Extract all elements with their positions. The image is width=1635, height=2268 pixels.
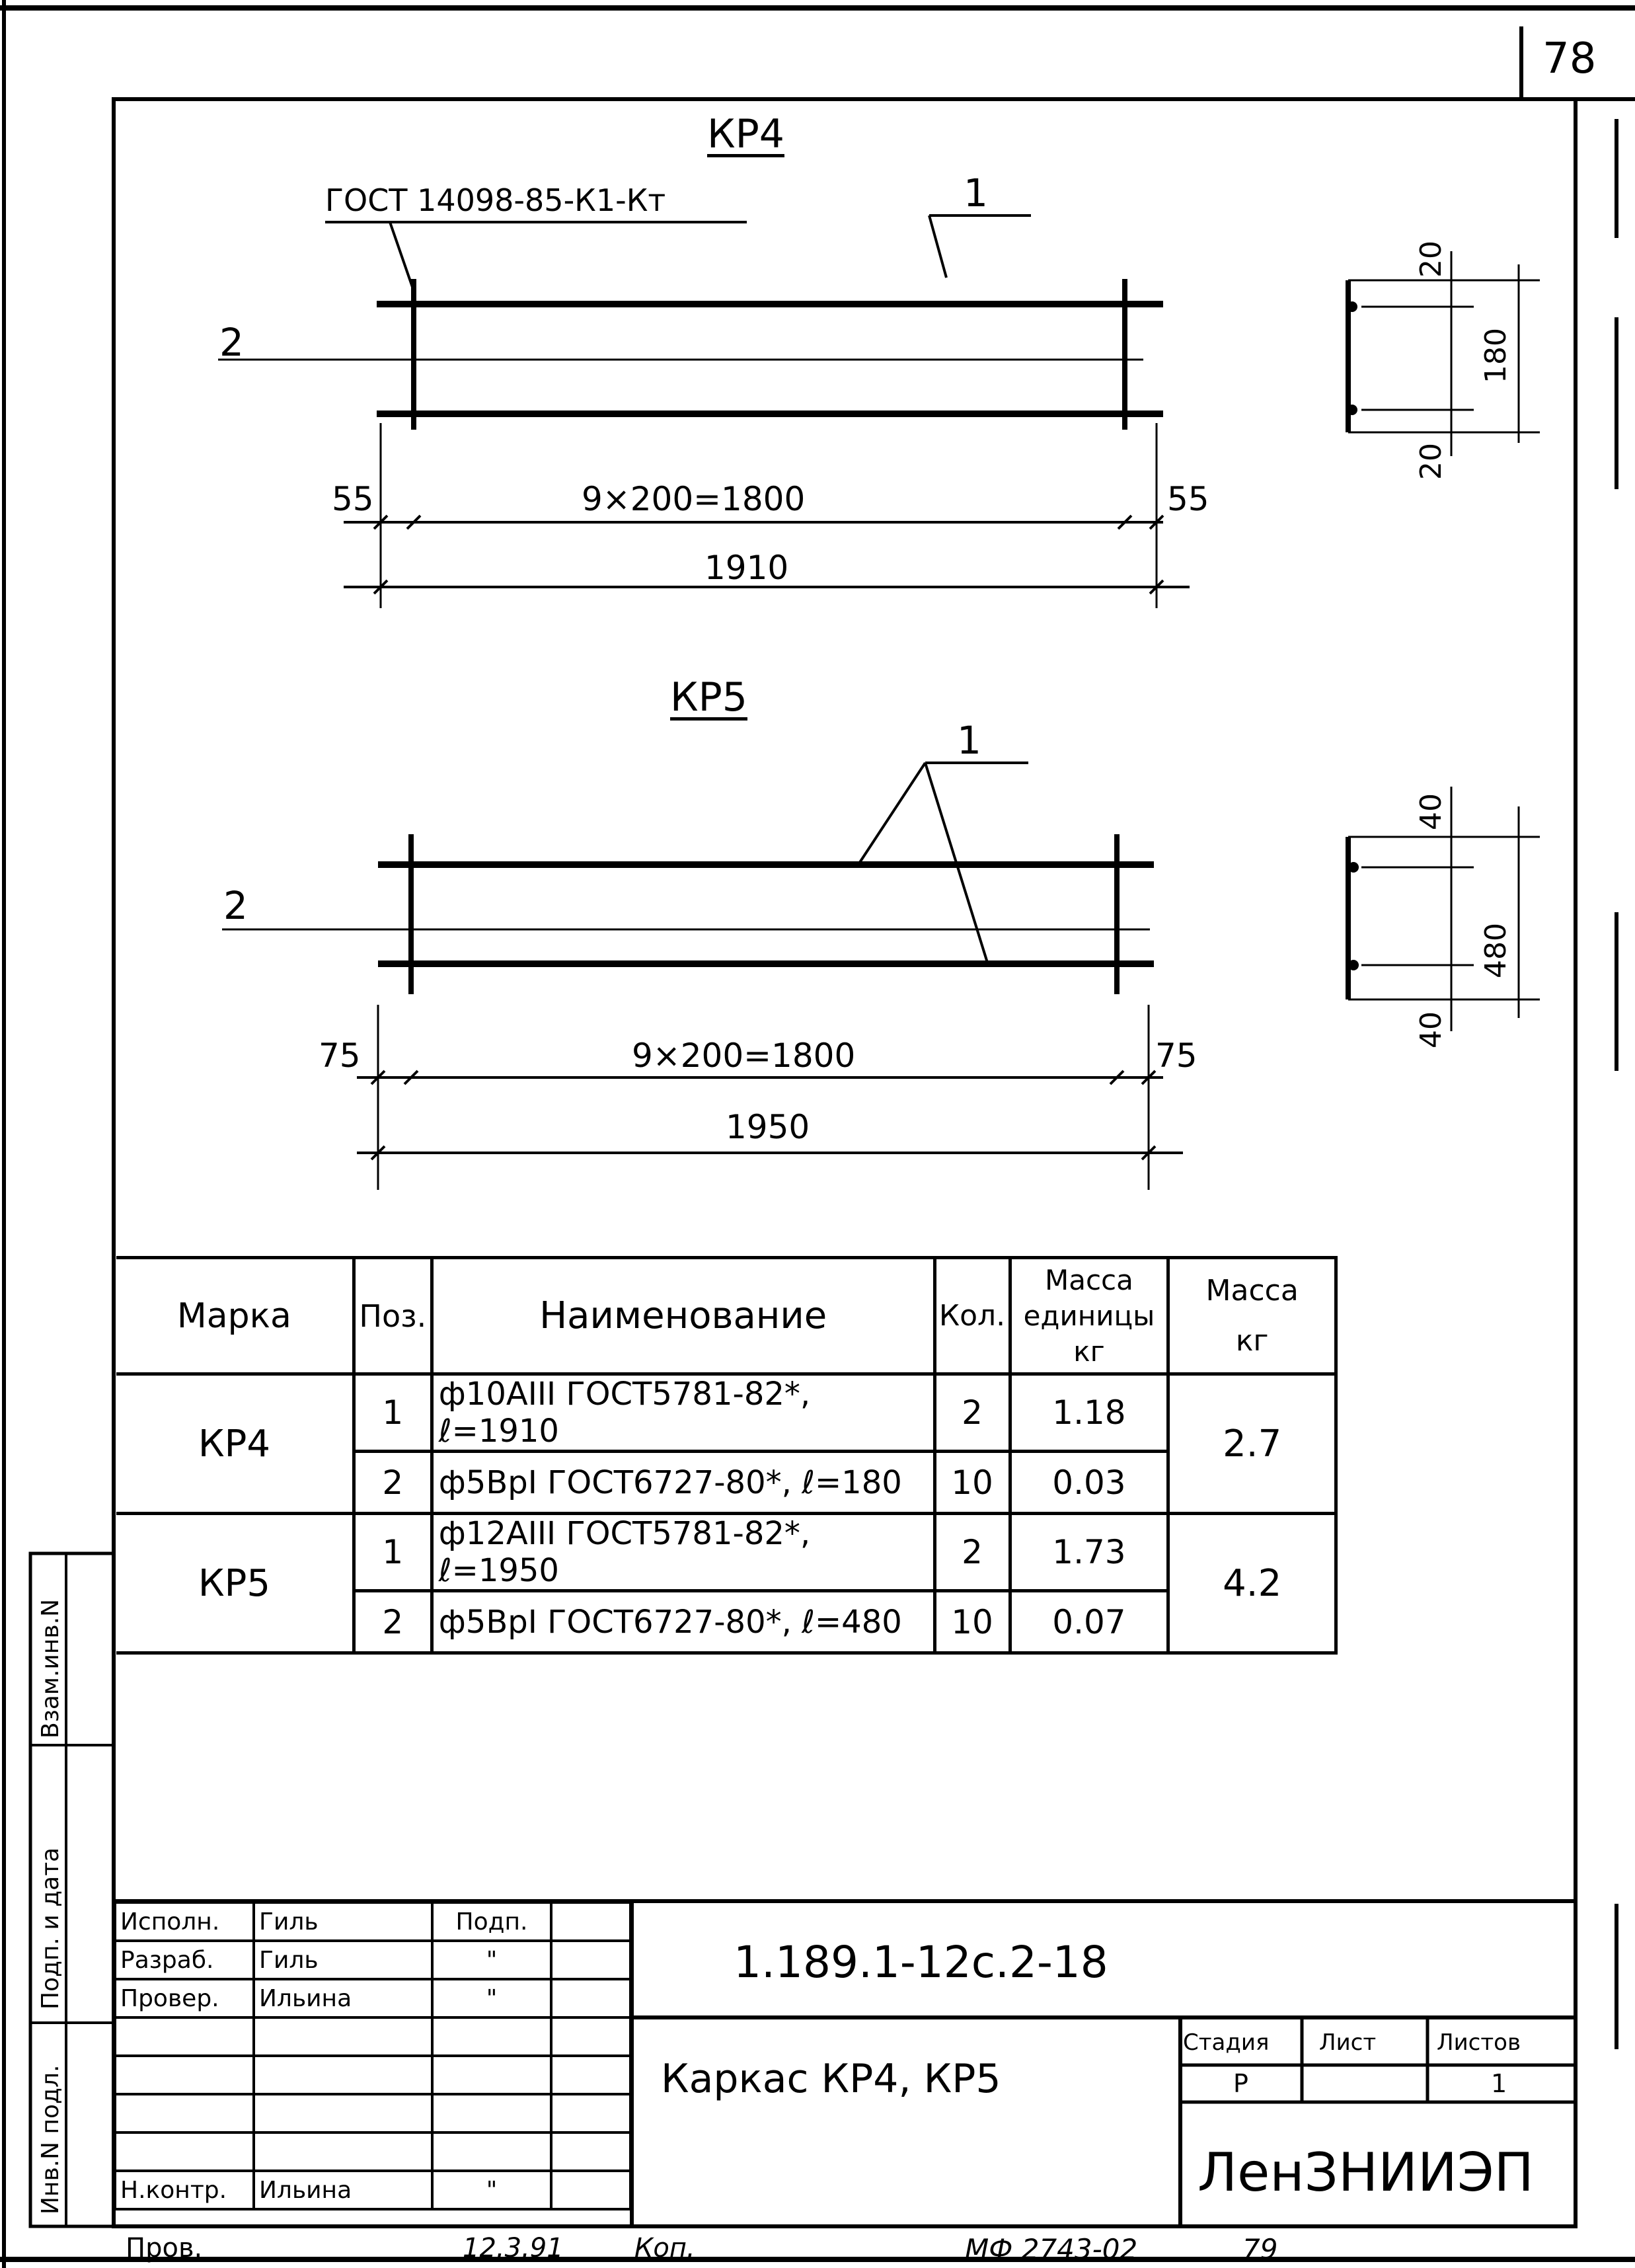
side-stamp-podp-data: Подп. и дата — [37, 1847, 64, 2010]
kp5-dim-right: 75 — [1155, 1036, 1198, 1075]
side-stamp-inv-podl: Инв.N подл. — [37, 2064, 64, 2214]
kp5-section-mid: 480 — [1479, 923, 1513, 978]
role-label: Разраб. — [115, 1941, 254, 1979]
group-mass: 4.2 — [1168, 1514, 1336, 1653]
role-label: Исполн. — [115, 1902, 254, 1941]
role-name: Ильина — [254, 2171, 432, 2209]
kp5-section-top: 40 — [1414, 793, 1448, 830]
kp4-section-top: 20 — [1414, 241, 1448, 278]
col-pos-header: Поз. — [354, 1258, 432, 1374]
row-pos: 2 — [354, 1452, 432, 1514]
kp5-section-bottom: 40 — [1414, 1011, 1448, 1048]
mass-line-1: Масса — [1205, 1273, 1299, 1308]
unit-mass-line-3: кг — [1073, 1335, 1105, 1368]
stage-label: Стадия — [1183, 2029, 1270, 2056]
kp4-section-mid: 180 — [1479, 328, 1513, 383]
footer-handwritten: 12.3.91 — [463, 2233, 564, 2263]
role-sign: " — [432, 1941, 551, 1979]
row-unit-mass: 1.73 — [1010, 1514, 1168, 1591]
col-name-header: Наименование — [432, 1258, 934, 1374]
sheet-label: Лист — [1319, 2029, 1377, 2056]
row-pos: 2 — [354, 1591, 432, 1653]
kp5-leader-1: 1 — [957, 718, 981, 763]
kp4-section-bottom: 20 — [1414, 443, 1448, 480]
row-name: ф10АIII ГОСТ5781-82*, ℓ=1910 — [432, 1374, 934, 1452]
kp5-title: КР5 — [670, 674, 747, 721]
row-unit-mass: 0.07 — [1010, 1591, 1168, 1653]
organization-name: ЛенЗНИИЭП — [1198, 2142, 1534, 2203]
kp5-dim-left: 75 — [319, 1036, 361, 1075]
footer-page: 79 — [1242, 2233, 1278, 2265]
role-name: Гиль — [254, 1902, 432, 1941]
row-unit-mass: 1.18 — [1010, 1374, 1168, 1452]
role-sign: Подп. — [432, 1902, 551, 1941]
row-qty: 10 — [934, 1452, 1010, 1514]
sheets-label: Листов — [1437, 2029, 1521, 2056]
role-sign: " — [432, 2171, 551, 2209]
footer-format-code: МФ 2743-02 — [965, 2233, 1138, 2265]
role-label: Провер. — [115, 1979, 254, 2017]
unit-mass-line-1: Масса — [1044, 1263, 1133, 1296]
kp5-dim-mid: 9×200=1800 — [632, 1036, 856, 1075]
row-name: ф5ВрI ГОСТ6727-80*, ℓ=480 — [432, 1591, 934, 1653]
col-mark-header: Марка — [116, 1258, 354, 1374]
sheets-value: 1 — [1491, 2069, 1507, 2098]
kp4-leader-2: 2 — [219, 320, 244, 365]
row-unit-mass: 0.03 — [1010, 1452, 1168, 1514]
side-stamp-vzam-inv: Взам.инв.N — [37, 1598, 64, 1739]
role-name: Ильина — [254, 1979, 432, 2017]
footer-kop: Коп. — [634, 2233, 695, 2263]
drawing-title: Каркас КР4, КР5 — [661, 2056, 1001, 2102]
kp5-leader-2: 2 — [223, 883, 248, 928]
row-pos: 1 — [354, 1514, 432, 1591]
stage-value: Р — [1233, 2069, 1248, 2098]
kp4-dim-mid: 9×200=1800 — [582, 480, 806, 518]
role-label: Н.контр. — [115, 2171, 254, 2209]
group-mark: КР4 — [116, 1374, 354, 1514]
row-qty: 2 — [934, 1374, 1010, 1452]
row-qty: 2 — [934, 1514, 1010, 1591]
role-name: Гиль — [254, 1941, 432, 1979]
row-pos: 1 — [354, 1374, 432, 1452]
group-mark: КР5 — [116, 1514, 354, 1653]
kp4-dim-total: 1910 — [704, 549, 789, 587]
row-name: ф5ВрI ГОСТ6727-80*, ℓ=180 — [432, 1452, 934, 1514]
kp4-dim-right: 55 — [1167, 480, 1209, 518]
sheet-number: 78 — [1542, 34, 1597, 83]
col-qty-header: Кол. — [934, 1258, 1010, 1374]
unit-mass-line-2: единицы — [1023, 1299, 1155, 1332]
mass-line-2: кг — [1235, 1323, 1269, 1358]
kp4-dim-left: 55 — [332, 480, 374, 518]
kp4-leader-1: 1 — [964, 171, 988, 215]
role-sign: " — [432, 1979, 551, 2017]
row-name: ф12АIII ГОСТ5781-82*, ℓ=1950 — [432, 1514, 934, 1591]
kp4-gost-label: ГОСТ 14098-85-К1-Кт — [325, 182, 666, 218]
group-mass: 2.7 — [1168, 1374, 1336, 1514]
row-qty: 10 — [934, 1591, 1010, 1653]
designation: 1.189.1-12с.2-18 — [734, 1937, 1108, 1988]
kp5-dim-total: 1950 — [726, 1108, 810, 1146]
kp4-title: КР4 — [707, 111, 784, 157]
footer-prov: Пров. — [126, 2233, 203, 2263]
